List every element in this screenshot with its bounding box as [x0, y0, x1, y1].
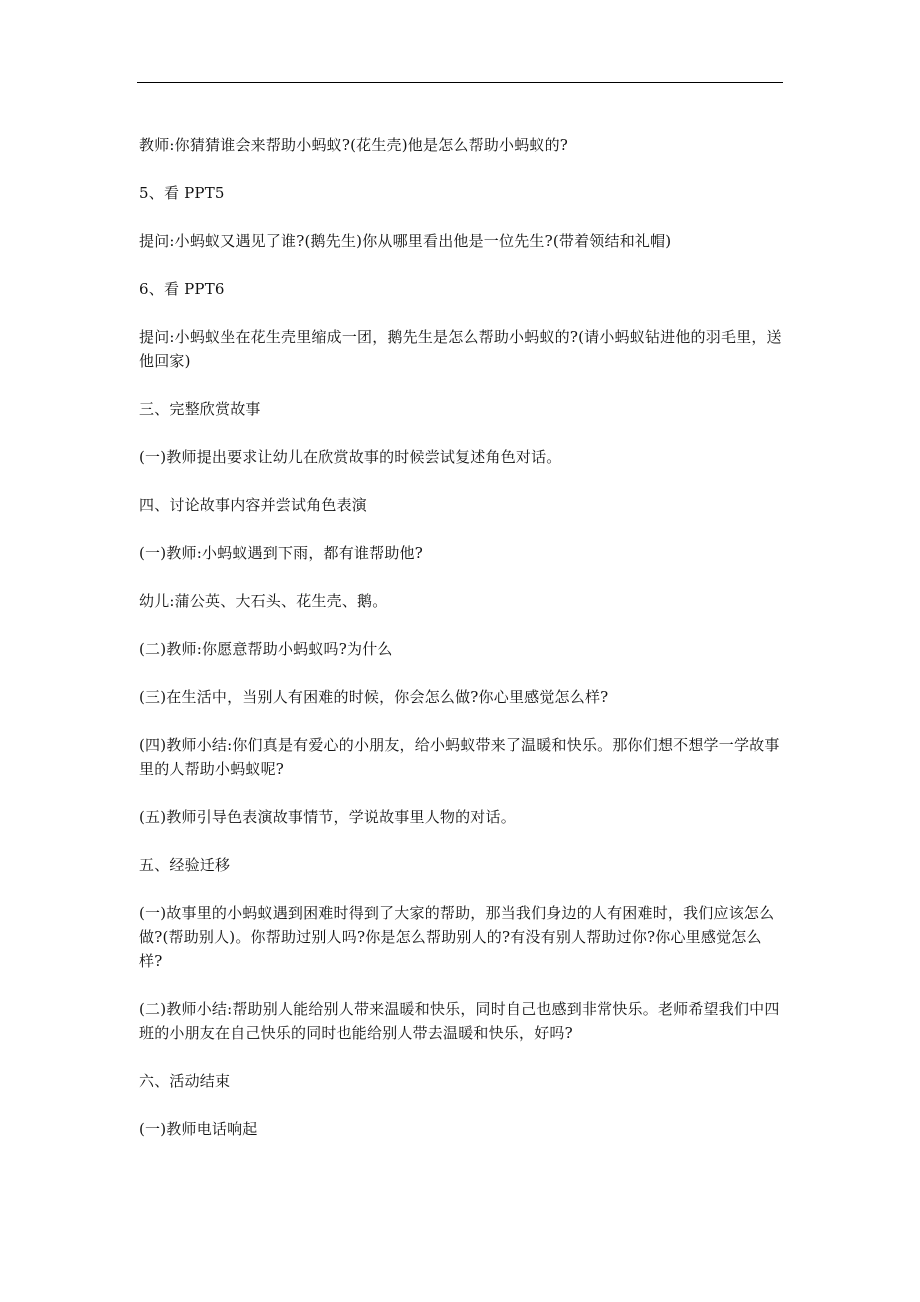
paragraph-children-answer: 幼儿:蒲公英、大石头、花生壳、鹅。 [139, 592, 388, 610]
paragraph-4-4: (四)教师小结:你们真是有爱心的小朋友，给小蚂蚁带来了温暖和快乐。那你们想不想学一学故事里的人帮助小蚂蚁呢? [139, 736, 780, 778]
paragraph-4-5: (五)教师引导色表演故事情节，学说故事里人物的对话。 [139, 808, 516, 826]
paragraph-4-3: (三)在生活中，当别人有困难的时候，你会怎么做?你心里感觉怎么样? [139, 688, 609, 706]
paragraph-6-1: (一)教师电话响起 [139, 1120, 258, 1138]
paragraph-4-1: (一)教师:小蚂蚁遇到下雨，都有谁帮助他? [139, 544, 424, 562]
paragraph-teacher-question: 教师:你猜猜谁会来帮助小蚂蚁?(花生壳)他是怎么帮助小蚂蚁的? [139, 136, 569, 154]
document-body [139, 133, 785, 1165]
paragraph-question-help: 提问:小蚂蚁坐在花生壳里缩成一团，鹅先生是怎么帮助小蚂蚁的?(请小蚂蚁钻进他的羽毛里，送他回家) [139, 328, 782, 370]
header-rule [137, 82, 783, 83]
section-heading-5: 五、经验迁移 [139, 856, 231, 874]
section-heading-3: 三、完整欣赏故事 [139, 400, 261, 418]
section-heading-4: 四、讨论故事内容并尝试角色表演 [139, 496, 368, 514]
paragraph-5-2: (二)教师小结:帮助别人能给别人带来温暖和快乐，同时自己也感到非常快乐。老师希望我们中四班的小朋友在自己快乐的同时也能给别人带去温暖和快乐，好吗? [139, 1000, 780, 1042]
paragraph-question-goose: 提问:小蚂蚁又遇见了谁?(鹅先生)你从哪里看出他是一位先生?(带着领结和礼帽) [139, 232, 672, 250]
paragraph-4-2: (二)教师:你愿意帮助小蚂蚁吗?为什么 [139, 640, 393, 658]
step-heading-ppt5: 5、看 PPT5 [139, 184, 225, 202]
section-heading-6: 六、活动结束 [139, 1072, 231, 1090]
paragraph-3-1: (一)教师提出要求让幼儿在欣赏故事的时候尝试复述角色对话。 [139, 448, 562, 466]
step-heading-ppt6: 6、看 PPT6 [139, 280, 225, 298]
paragraph-5-1: (一)故事里的小蚂蚁遇到困难时得到了大家的帮助，那当我们身边的人有困难时，我们应该怎么做?(帮助别人)。你帮助过别人吗?你是怎么帮助别人的?有没有别人帮助过你?你心里感觉怎么样? [139, 904, 775, 970]
